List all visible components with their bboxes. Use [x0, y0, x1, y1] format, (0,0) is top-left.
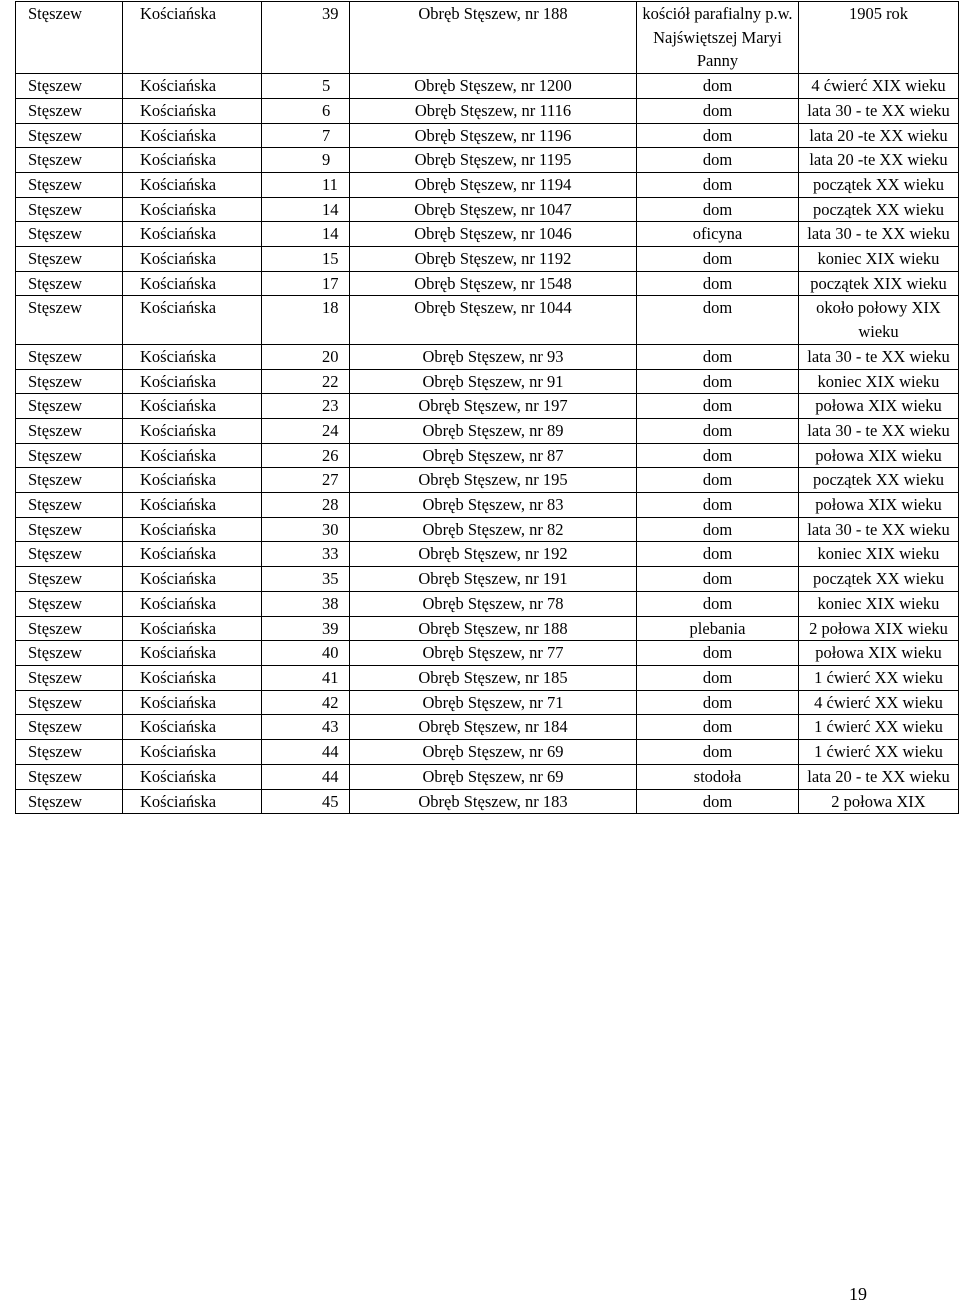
table-row	[16, 740, 959, 765]
cell-street: Kościańska	[123, 172, 262, 197]
cell-number: 22	[262, 369, 350, 394]
cell-town: Stęszew	[16, 517, 123, 542]
cell-number: 17	[262, 271, 350, 296]
cell-plot: Obręb Stęszew, nr 78	[350, 591, 637, 616]
cell-dating: lata 20 -te XX wieku	[799, 148, 959, 173]
cell-town: Stęszew	[16, 394, 123, 419]
table-row	[16, 247, 959, 272]
cell-plot: Obręb Stęszew, nr 1116	[350, 98, 637, 123]
cell-function: dom	[637, 123, 799, 148]
cell-number: 44	[262, 740, 350, 765]
cell-street: Kościańska	[123, 517, 262, 542]
cell-function: dom	[637, 74, 799, 99]
cell-dating: 2 połowa XIX wieku	[799, 616, 959, 641]
cell-dating: 1 ćwierć XX wieku	[799, 665, 959, 690]
cell-function: dom	[637, 172, 799, 197]
cell-plot: Obręb Stęszew, nr 93	[350, 344, 637, 369]
table-row	[16, 665, 959, 690]
table-row	[16, 616, 959, 641]
cell-town: Stęszew	[16, 443, 123, 468]
cell-function: dom	[637, 641, 799, 666]
cell-street: Kościańska	[123, 369, 262, 394]
cell-dating: 4 ćwierć XX wieku	[799, 690, 959, 715]
cell-number: 35	[262, 567, 350, 592]
cell-street: Kościańska	[123, 567, 262, 592]
cell-number: 38	[262, 591, 350, 616]
cell-street: Kościańska	[123, 271, 262, 296]
cell-dating: lata 30 - te XX wieku	[799, 344, 959, 369]
table-row	[16, 369, 959, 394]
table-row	[16, 542, 959, 567]
cell-plot: Obręb Stęszew, nr 69	[350, 740, 637, 765]
cell-town: Stęszew	[16, 222, 123, 247]
cell-number: 44	[262, 764, 350, 789]
cell-town: Stęszew	[16, 123, 123, 148]
cell-plot: Obręb Stęszew, nr 183	[350, 789, 637, 814]
table-row	[16, 764, 959, 789]
cell-number: 18	[262, 296, 350, 344]
cell-plot: Obręb Stęszew, nr 188	[350, 616, 637, 641]
cell-dating: lata 30 - te XX wieku	[799, 517, 959, 542]
cell-dating: połowa XIX wieku	[799, 443, 959, 468]
cell-street: Kościańska	[123, 690, 262, 715]
cell-street: Kościańska	[123, 98, 262, 123]
cell-number: 33	[262, 542, 350, 567]
cell-number: 7	[262, 123, 350, 148]
cell-plot: Obręb Stęszew, nr 192	[350, 542, 637, 567]
table-row	[16, 271, 959, 296]
cell-town: Stęszew	[16, 740, 123, 765]
cell-town: Stęszew	[16, 789, 123, 814]
cell-street: Kościańska	[123, 296, 262, 344]
cell-dating: 1 ćwierć XX wieku	[799, 740, 959, 765]
table-row	[16, 197, 959, 222]
cell-number: 43	[262, 715, 350, 740]
cell-plot: Obręb Stęszew, nr 77	[350, 641, 637, 666]
cell-town: Stęszew	[16, 764, 123, 789]
cell-plot: Obręb Stęszew, nr 89	[350, 418, 637, 443]
cell-number: 5	[262, 74, 350, 99]
cell-number: 11	[262, 172, 350, 197]
table-row	[16, 418, 959, 443]
cell-town: Stęszew	[16, 418, 123, 443]
cell-dating: początek XIX wieku	[799, 271, 959, 296]
cell-number: 14	[262, 222, 350, 247]
cell-street: Kościańska	[123, 789, 262, 814]
page-number: 19	[849, 1284, 867, 1304]
table-row	[16, 567, 959, 592]
cell-dating: koniec XIX wieku	[799, 591, 959, 616]
table-row	[16, 148, 959, 173]
cell-number: 42	[262, 690, 350, 715]
cell-town: Stęszew	[16, 296, 123, 344]
cell-street: Kościańska	[123, 222, 262, 247]
cell-number: 15	[262, 247, 350, 272]
cell-number: 14	[262, 197, 350, 222]
cell-street: Kościańska	[123, 344, 262, 369]
cell-town: Stęszew	[16, 715, 123, 740]
cell-function: dom	[637, 148, 799, 173]
cell-number: 20	[262, 344, 350, 369]
cell-function: dom	[637, 98, 799, 123]
cell-function: dom	[637, 344, 799, 369]
cell-dating: 1 ćwierć XX wieku	[799, 715, 959, 740]
cell-town: Stęszew	[16, 247, 123, 272]
cell-function: dom	[637, 247, 799, 272]
cell-plot: Obręb Stęszew, nr 188	[350, 2, 637, 74]
cell-dating: połowa XIX wieku	[799, 394, 959, 419]
table-row	[16, 344, 959, 369]
cell-town: Stęszew	[16, 98, 123, 123]
cell-dating: koniec XIX wieku	[799, 369, 959, 394]
cell-function: dom	[637, 296, 799, 344]
cell-plot: Obręb Stęszew, nr 82	[350, 517, 637, 542]
cell-function: dom	[637, 394, 799, 419]
cell-town: Stęszew	[16, 172, 123, 197]
table-row	[16, 493, 959, 518]
cell-town: Stęszew	[16, 197, 123, 222]
cell-street: Kościańska	[123, 197, 262, 222]
cell-dating: 2 połowa XIX	[799, 789, 959, 814]
cell-number: 23	[262, 394, 350, 419]
table-row	[16, 690, 959, 715]
cell-number: 30	[262, 517, 350, 542]
cell-function: dom	[637, 567, 799, 592]
cell-street: Kościańska	[123, 764, 262, 789]
cell-number: 39	[262, 2, 350, 74]
cell-function: plebania	[637, 616, 799, 641]
table-row	[16, 789, 959, 814]
table-row	[16, 172, 959, 197]
cell-function: dom	[637, 715, 799, 740]
cell-street: Kościańska	[123, 247, 262, 272]
cell-street: Kościańska	[123, 443, 262, 468]
cell-street: Kościańska	[123, 148, 262, 173]
table-row	[16, 123, 959, 148]
cell-function: dom	[637, 493, 799, 518]
cell-number: 39	[262, 616, 350, 641]
table-row	[16, 394, 959, 419]
cell-street: Kościańska	[123, 2, 262, 74]
cell-number: 45	[262, 789, 350, 814]
cell-dating: połowa XIX wieku	[799, 641, 959, 666]
cell-town: Stęszew	[16, 591, 123, 616]
cell-dating: koniec XIX wieku	[799, 247, 959, 272]
cell-function: dom	[637, 789, 799, 814]
cell-function: dom	[637, 665, 799, 690]
cell-plot: Obręb Stęszew, nr 1196	[350, 123, 637, 148]
cell-dating: lata 30 - te XX wieku	[799, 222, 959, 247]
cell-street: Kościańska	[123, 74, 262, 99]
cell-function: dom	[637, 418, 799, 443]
cell-plot: Obręb Stęszew, nr 185	[350, 665, 637, 690]
cell-dating: lata 20 - te XX wieku	[799, 764, 959, 789]
cell-town: Stęszew	[16, 690, 123, 715]
cell-function: dom	[637, 197, 799, 222]
cell-plot: Obręb Stęszew, nr 1047	[350, 197, 637, 222]
cell-plot: Obręb Stęszew, nr 1194	[350, 172, 637, 197]
cell-town: Stęszew	[16, 641, 123, 666]
monuments-table	[15, 1, 959, 814]
cell-function: dom	[637, 468, 799, 493]
cell-dating: połowa XIX wieku	[799, 493, 959, 518]
cell-street: Kościańska	[123, 665, 262, 690]
table-row	[16, 715, 959, 740]
cell-dating: początek XX wieku	[799, 567, 959, 592]
cell-street: Kościańska	[123, 493, 262, 518]
cell-dating: 4 ćwierć XIX wieku	[799, 74, 959, 99]
cell-street: Kościańska	[123, 394, 262, 419]
cell-number: 9	[262, 148, 350, 173]
cell-number: 26	[262, 443, 350, 468]
table-row	[16, 296, 959, 344]
cell-plot: Obręb Stęszew, nr 69	[350, 764, 637, 789]
cell-plot: Obręb Stęszew, nr 91	[350, 369, 637, 394]
table-row	[16, 74, 959, 99]
table-row	[16, 591, 959, 616]
cell-plot: Obręb Stęszew, nr 191	[350, 567, 637, 592]
table-row	[16, 222, 959, 247]
table-row	[16, 468, 959, 493]
cell-plot: Obręb Stęszew, nr 197	[350, 394, 637, 419]
cell-dating: około połowy XIX wieku	[799, 296, 959, 344]
cell-number: 41	[262, 665, 350, 690]
cell-street: Kościańska	[123, 123, 262, 148]
cell-number: 27	[262, 468, 350, 493]
cell-dating: początek XX wieku	[799, 468, 959, 493]
cell-function: dom	[637, 271, 799, 296]
cell-town: Stęszew	[16, 148, 123, 173]
cell-plot: Obręb Stęszew, nr 1195	[350, 148, 637, 173]
cell-town: Stęszew	[16, 567, 123, 592]
cell-dating: koniec XIX wieku	[799, 542, 959, 567]
cell-street: Kościańska	[123, 616, 262, 641]
cell-town: Stęszew	[16, 74, 123, 99]
cell-town: Stęszew	[16, 344, 123, 369]
cell-function: dom	[637, 517, 799, 542]
cell-town: Stęszew	[16, 616, 123, 641]
cell-town: Stęszew	[16, 493, 123, 518]
cell-dating: początek XX wieku	[799, 197, 959, 222]
cell-function: kościół parafialny p.w. Najświętszej Maryi Panny	[637, 2, 799, 74]
cell-town: Stęszew	[16, 271, 123, 296]
cell-function: dom	[637, 740, 799, 765]
cell-town: Stęszew	[16, 2, 123, 74]
cell-street: Kościańska	[123, 641, 262, 666]
cell-plot: Obręb Stęszew, nr 195	[350, 468, 637, 493]
cell-plot: Obręb Stęszew, nr 87	[350, 443, 637, 468]
cell-town: Stęszew	[16, 542, 123, 567]
cell-function: oficyna	[637, 222, 799, 247]
cell-plot: Obręb Stęszew, nr 1192	[350, 247, 637, 272]
cell-plot: Obręb Stęszew, nr 184	[350, 715, 637, 740]
cell-street: Kościańska	[123, 715, 262, 740]
cell-dating: początek XX wieku	[799, 172, 959, 197]
cell-street: Kościańska	[123, 740, 262, 765]
cell-number: 6	[262, 98, 350, 123]
cell-dating: lata 30 - te XX wieku	[799, 98, 959, 123]
cell-dating: lata 30 - te XX wieku	[799, 418, 959, 443]
cell-function: stodoła	[637, 764, 799, 789]
cell-plot: Obręb Stęszew, nr 71	[350, 690, 637, 715]
cell-street: Kościańska	[123, 591, 262, 616]
cell-town: Stęszew	[16, 468, 123, 493]
cell-function: dom	[637, 690, 799, 715]
cell-function: dom	[637, 369, 799, 394]
table-row	[16, 443, 959, 468]
cell-number: 24	[262, 418, 350, 443]
table-body	[16, 2, 959, 814]
table-row	[16, 641, 959, 666]
table-row	[16, 517, 959, 542]
cell-number: 40	[262, 641, 350, 666]
cell-dating: 1905 rok	[799, 2, 959, 74]
cell-street: Kościańska	[123, 468, 262, 493]
cell-plot: Obręb Stęszew, nr 1548	[350, 271, 637, 296]
cell-number: 28	[262, 493, 350, 518]
cell-street: Kościańska	[123, 542, 262, 567]
cell-town: Stęszew	[16, 665, 123, 690]
cell-plot: Obręb Stęszew, nr 1200	[350, 74, 637, 99]
cell-function: dom	[637, 591, 799, 616]
cell-street: Kościańska	[123, 418, 262, 443]
cell-plot: Obręb Stęszew, nr 83	[350, 493, 637, 518]
cell-function: dom	[637, 443, 799, 468]
cell-plot: Obręb Stęszew, nr 1046	[350, 222, 637, 247]
cell-town: Stęszew	[16, 369, 123, 394]
cell-plot: Obręb Stęszew, nr 1044	[350, 296, 637, 344]
table-row	[16, 98, 959, 123]
cell-function: dom	[637, 542, 799, 567]
cell-dating: lata 20 -te XX wieku	[799, 123, 959, 148]
table-row	[16, 2, 959, 74]
